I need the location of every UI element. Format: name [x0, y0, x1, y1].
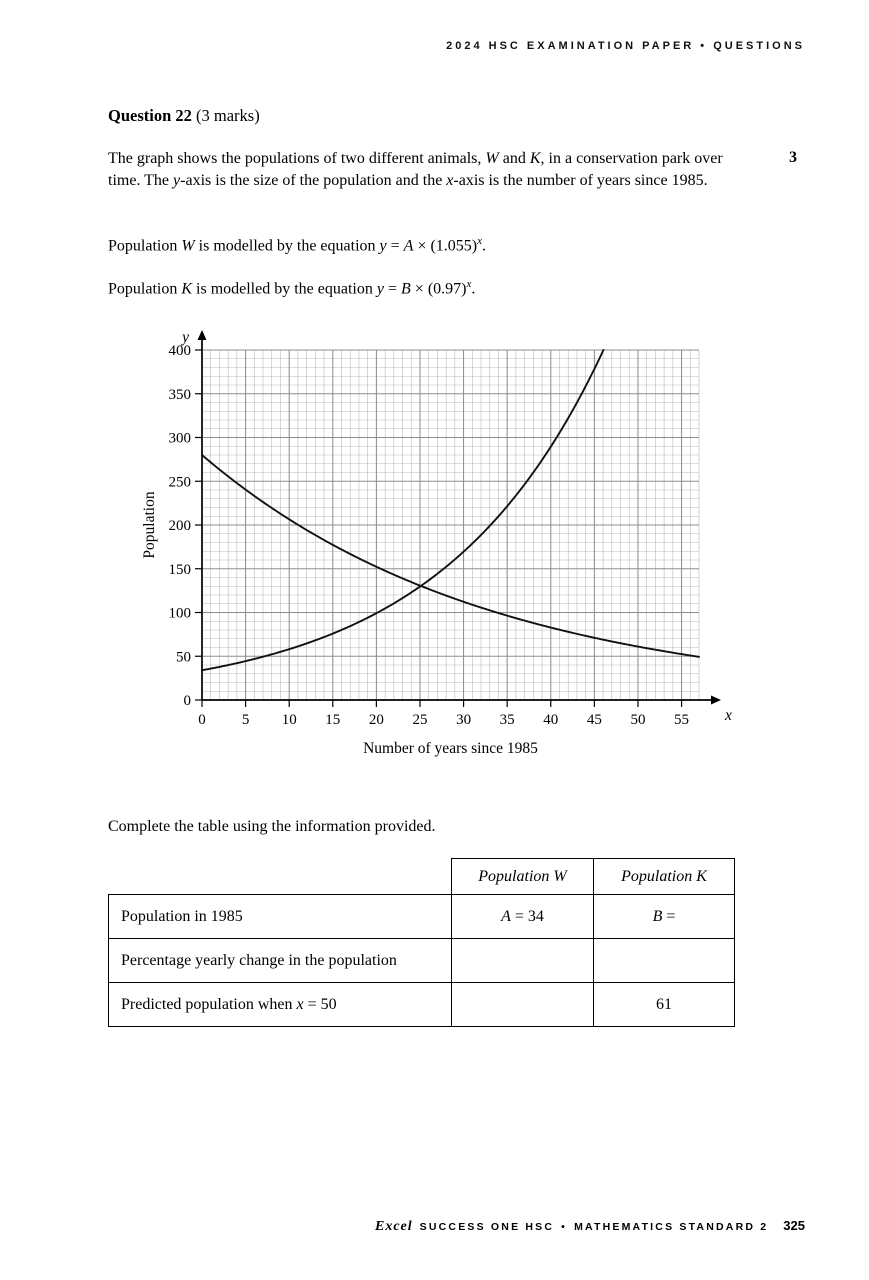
- cell-k-percentage-change: [594, 939, 735, 983]
- table-row: [109, 939, 735, 983]
- col-header-population-k: Population K: [594, 859, 735, 895]
- svg-text:30: 30: [456, 712, 472, 728]
- population-chart: [140, 328, 762, 768]
- table-row: [109, 983, 735, 1027]
- svg-text:15: 15: [325, 712, 341, 728]
- cell-k-predicted-population: 61: [594, 983, 735, 1027]
- table-corner-cell: [109, 859, 452, 895]
- cell-k-population-1985: B =: [594, 895, 735, 939]
- svg-text:x: x: [725, 707, 732, 724]
- svg-text:100: 100: [168, 605, 191, 622]
- table-header-row: [109, 859, 735, 895]
- cell-w-population-1985: A = 34: [452, 895, 594, 939]
- page-number: 325: [783, 1218, 805, 1233]
- svg-text:25: 25: [412, 712, 428, 728]
- svg-text:40: 40: [543, 712, 559, 728]
- svg-text:5: 5: [241, 712, 250, 728]
- running-header: 2024 HSC EXAMINATION PAPER • QUESTIONS: [446, 40, 805, 52]
- svg-text:55: 55: [674, 712, 690, 728]
- row-label-predicted-population: Predicted population when x = 50: [109, 983, 452, 1027]
- svg-text:Number of years since 1985: Number of years since 1985: [363, 740, 538, 757]
- svg-text:50: 50: [176, 649, 191, 666]
- cell-w-percentage-change: [452, 939, 594, 983]
- svg-text:0: 0: [198, 712, 206, 728]
- svg-text:35: 35: [499, 712, 515, 728]
- svg-text:400: 400: [168, 343, 191, 359]
- footer-brand: Excel: [374, 1219, 413, 1234]
- page-footer: [375, 1218, 805, 1235]
- svg-text:350: 350: [168, 386, 191, 403]
- equation-population-k: Population K is modelled by the equation $y = B \times (0.97)^x$.: [108, 278, 476, 298]
- svg-text:200: 200: [168, 518, 191, 534]
- answer-table: [108, 858, 735, 1027]
- curve-population-k: [202, 455, 699, 657]
- table-row: [109, 895, 735, 939]
- question-title: [108, 106, 260, 126]
- col-header-population-w: Population W: [452, 859, 594, 895]
- svg-text:20: 20: [368, 712, 384, 728]
- question-number: Question 22: [108, 106, 192, 125]
- equation-population-w: Population W is modelled by the equation $y = A \times (1.055)^x$.: [108, 235, 487, 255]
- row-label-percentage-change: Percentage yearly change in the population: [109, 939, 452, 983]
- chart-svg: [140, 328, 762, 768]
- row-label-population-1985: Population in 1985: [109, 895, 452, 939]
- svg-text:45: 45: [586, 712, 602, 728]
- footer-subject: MATHEMATICS STANDARD 2: [574, 1221, 769, 1233]
- svg-text:10: 10: [281, 712, 297, 728]
- footer-series: SUCCESS ONE HSC: [419, 1221, 555, 1233]
- svg-text:Population: Population: [141, 491, 158, 559]
- cell-w-predicted-population: [452, 983, 594, 1027]
- svg-text:50: 50: [630, 712, 646, 728]
- table-instruction: Complete the table using the information provided.: [108, 818, 436, 835]
- svg-text:y: y: [182, 329, 189, 346]
- question-intro: The graph shows the populations of two different animals, W and K, in a conservation park over time. The y-axis is the size of the population and the x-axis is the number of years since 1985.: [108, 150, 723, 189]
- svg-text:150: 150: [168, 561, 191, 578]
- marks-indicator: 3: [789, 149, 797, 166]
- footer-bullet: •: [561, 1221, 568, 1233]
- svg-text:300: 300: [168, 430, 191, 447]
- svg-text:250: 250: [168, 474, 191, 491]
- svg-text:0: 0: [183, 693, 191, 709]
- question-marks: (3 marks): [191, 106, 260, 125]
